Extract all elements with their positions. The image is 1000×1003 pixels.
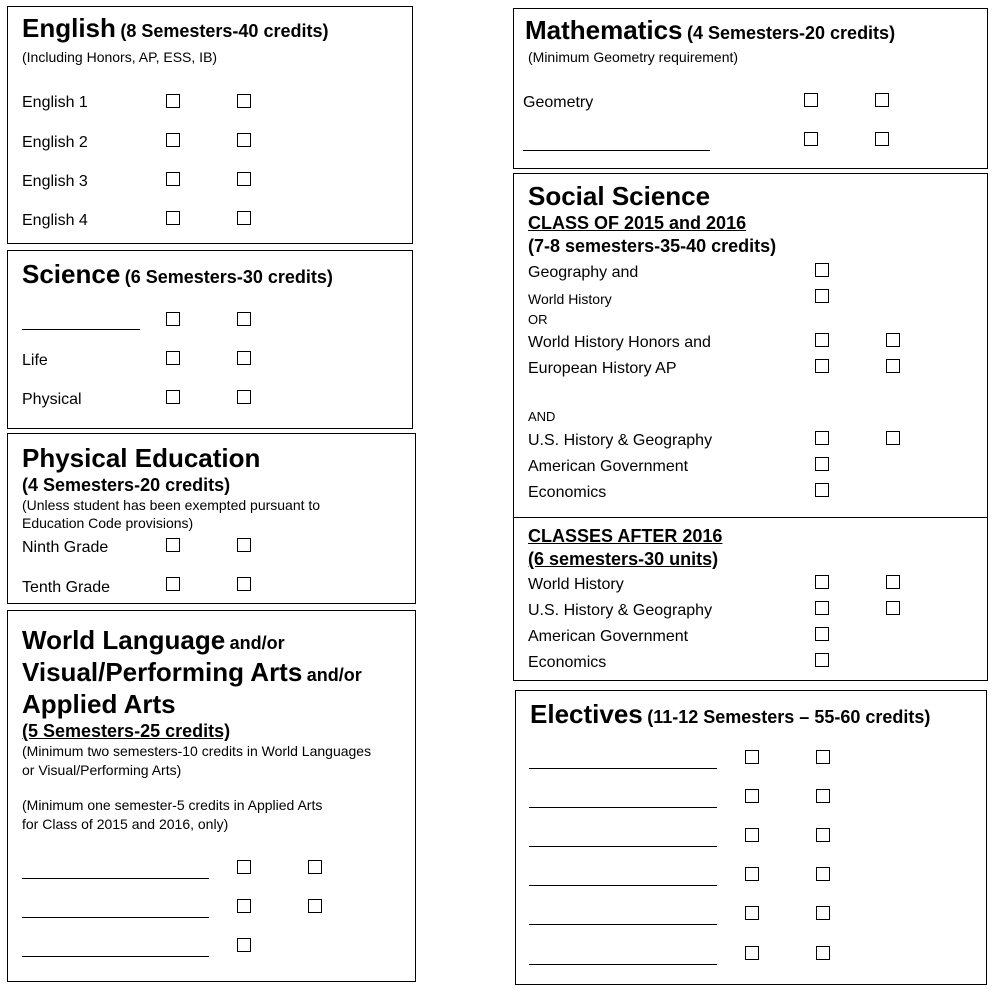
elective-2-checkbox-b[interactable] — [816, 789, 830, 803]
us-history-checkbox-a[interactable] — [815, 431, 829, 445]
pe-title: Physical Education — [22, 443, 261, 473]
math-blank-checkbox-b[interactable] — [875, 132, 889, 146]
classes-after-2016-heading: CLASSES AFTER 2016 — [528, 526, 723, 546]
english-3-checkbox-b[interactable] — [237, 172, 251, 186]
science-life-checkbox-a[interactable] — [166, 351, 180, 365]
world-language-course-blank-1[interactable] — [22, 878, 209, 879]
english-4-checkbox-b[interactable] — [237, 211, 251, 225]
pe-credits: (4 Semesters-20 credits) — [22, 475, 231, 495]
science-course-life: Life — [22, 352, 48, 369]
english-2-checkbox-a[interactable] — [166, 133, 180, 147]
after-us-history-checkbox-b[interactable] — [886, 601, 900, 615]
world-language-title: World Language — [22, 625, 226, 655]
classes-after-2016-credits: (6 semesters-30 units) — [528, 549, 719, 569]
world-language-2-checkbox-b[interactable] — [308, 899, 322, 913]
elective-blank-6[interactable] — [529, 964, 717, 965]
english-3-checkbox-a[interactable] — [166, 172, 180, 186]
science-physical-checkbox-a[interactable] — [166, 390, 180, 404]
elective-6-checkbox-b[interactable] — [816, 946, 830, 960]
world-language-2-checkbox-a[interactable] — [237, 899, 251, 913]
english-course-3: English 3 — [22, 173, 88, 190]
science-course-physical: Physical — [22, 391, 82, 408]
elective-1-checkbox-b[interactable] — [816, 750, 830, 764]
pe-note-line1: (Unless student has been exempted pursuant to — [22, 497, 321, 513]
world-language-note-3: (Minimum one semester-5 credits in Applied Arts — [22, 797, 323, 813]
pe-ninth-checkbox-b[interactable] — [237, 538, 251, 552]
visual-performing-arts-title: Visual/Performing Arts — [22, 657, 303, 687]
science-title: Science — [22, 259, 121, 289]
math-title: Mathematics — [525, 15, 683, 45]
math-geometry-checkbox-b[interactable] — [875, 93, 889, 107]
elective-blank-4[interactable] — [529, 885, 717, 886]
after-world-history-checkbox-a[interactable] — [815, 575, 829, 589]
science-blank-checkbox-b[interactable] — [237, 312, 251, 326]
math-course-geometry: Geometry — [523, 94, 594, 111]
electives-title: Electives — [530, 699, 643, 729]
science-credits: (6 Semesters-30 credits) — [124, 267, 333, 287]
social-american-government: American Government — [528, 458, 689, 475]
social-world-history: World History — [528, 291, 612, 307]
math-blank-checkbox-a[interactable] — [804, 132, 818, 146]
elective-blank-3[interactable] — [529, 846, 717, 847]
math-heading — [525, 15, 895, 46]
world-language-course-blank-3[interactable] — [22, 956, 209, 957]
after-world-history: World History — [528, 576, 624, 593]
english-note: (Including Honors, AP, ESS, IB) — [22, 49, 218, 65]
science-heading — [22, 259, 333, 290]
applied-arts-title: Applied Arts — [22, 689, 176, 719]
us-history-checkbox-b[interactable] — [886, 431, 900, 445]
elective-4-checkbox-a[interactable] — [745, 867, 759, 881]
world-language-andor-1: and/or — [229, 633, 285, 653]
elective-6-checkbox-a[interactable] — [745, 946, 759, 960]
elective-5-checkbox-b[interactable] — [816, 906, 830, 920]
social-geography: Geography and — [528, 264, 639, 281]
world-language-note-4: for Class of 2015 and 2016, only) — [22, 816, 229, 832]
world-history-honors-checkbox-b[interactable] — [886, 333, 900, 347]
english-heading — [22, 13, 328, 44]
social-world-history-honors: World History Honors and — [528, 334, 711, 351]
english-2-checkbox-b[interactable] — [237, 133, 251, 147]
english-credits: (8 Semesters-40 credits) — [120, 21, 329, 41]
european-history-checkbox-b[interactable] — [886, 359, 900, 373]
world-language-andor-2: and/or — [306, 665, 362, 685]
social-european-history: European History AP — [528, 360, 677, 377]
pe-course-ninth: Ninth Grade — [22, 539, 109, 556]
social-science-title: Social Science — [528, 181, 711, 211]
american-government-checkbox-a[interactable] — [815, 457, 829, 471]
english-course-2: English 2 — [22, 134, 88, 151]
science-course-blank[interactable] — [22, 329, 140, 330]
after-us-history: U.S. History & Geography — [528, 602, 713, 619]
social-economics: Economics — [528, 484, 607, 501]
english-title: English — [22, 13, 116, 43]
electives-heading — [530, 699, 930, 730]
electives-credits: (11-12 Semesters – 55-60 credits) — [647, 707, 931, 727]
social-science-divider — [513, 517, 988, 518]
elective-blank-2[interactable] — [529, 807, 717, 808]
after-us-history-checkbox-a[interactable] — [815, 601, 829, 615]
world-history-checkbox-a[interactable] — [815, 289, 829, 303]
after-economics-checkbox-a[interactable] — [815, 653, 829, 667]
elective-3-checkbox-a[interactable] — [745, 828, 759, 842]
english-4-checkbox-a[interactable] — [166, 211, 180, 225]
world-language-1-checkbox-a[interactable] — [237, 860, 251, 874]
world-language-credits: (5 Semesters-25 credits) — [22, 721, 231, 741]
elective-blank-1[interactable] — [529, 768, 717, 769]
english-1-checkbox-b[interactable] — [237, 94, 251, 108]
pe-tenth-checkbox-b[interactable] — [237, 577, 251, 591]
pe-ninth-checkbox-a[interactable] — [166, 538, 180, 552]
social-or: OR — [528, 312, 548, 327]
elective-blank-5[interactable] — [529, 924, 717, 925]
english-course-4: English 4 — [22, 212, 88, 229]
science-physical-checkbox-b[interactable] — [237, 390, 251, 404]
after-american-government: American Government — [528, 628, 689, 645]
class-2015-2016-heading: CLASS OF 2015 and 2016 — [528, 213, 747, 233]
elective-1-checkbox-a[interactable] — [745, 750, 759, 764]
math-credits: (4 Semesters-20 credits) — [686, 23, 896, 43]
english-1-checkbox-a[interactable] — [166, 94, 180, 108]
class-2015-2016-credits: (7-8 semesters-35-40 credits) — [528, 236, 777, 256]
elective-4-checkbox-b[interactable] — [816, 867, 830, 881]
pe-course-tenth: Tenth Grade — [22, 579, 111, 596]
world-history-honors-checkbox-a[interactable] — [815, 333, 829, 347]
after-economics: Economics — [528, 654, 607, 671]
social-and: AND — [528, 409, 556, 424]
science-life-checkbox-b[interactable] — [237, 351, 251, 365]
after-american-government-checkbox-a[interactable] — [815, 627, 829, 641]
pe-tenth-checkbox-a[interactable] — [166, 577, 180, 591]
science-blank-checkbox-a[interactable] — [166, 312, 180, 326]
after-world-history-checkbox-b[interactable] — [886, 575, 900, 589]
social-us-history: U.S. History & Geography — [528, 432, 713, 449]
elective-2-checkbox-a[interactable] — [745, 789, 759, 803]
world-language-heading-1 — [22, 625, 285, 656]
world-language-note-2: or Visual/Performing Arts) — [22, 762, 182, 778]
world-language-note-1: (Minimum two semesters-10 credits in World Languages — [22, 743, 372, 759]
english-course-1: English 1 — [22, 94, 88, 111]
math-geometry-checkbox-a[interactable] — [804, 93, 818, 107]
geography-checkbox-a[interactable] — [815, 263, 829, 277]
world-language-3-checkbox-a[interactable] — [237, 938, 251, 952]
math-note: (Minimum Geometry requirement) — [528, 49, 739, 65]
world-language-1-checkbox-b[interactable] — [308, 860, 322, 874]
pe-note-line2: Education Code provisions) — [22, 515, 194, 531]
elective-3-checkbox-b[interactable] — [816, 828, 830, 842]
european-history-checkbox-a[interactable] — [815, 359, 829, 373]
economics-checkbox-a[interactable] — [815, 483, 829, 497]
math-course-blank[interactable] — [523, 150, 710, 151]
world-language-heading-2 — [22, 657, 362, 688]
world-language-course-blank-2[interactable] — [22, 917, 209, 918]
elective-5-checkbox-a[interactable] — [745, 906, 759, 920]
